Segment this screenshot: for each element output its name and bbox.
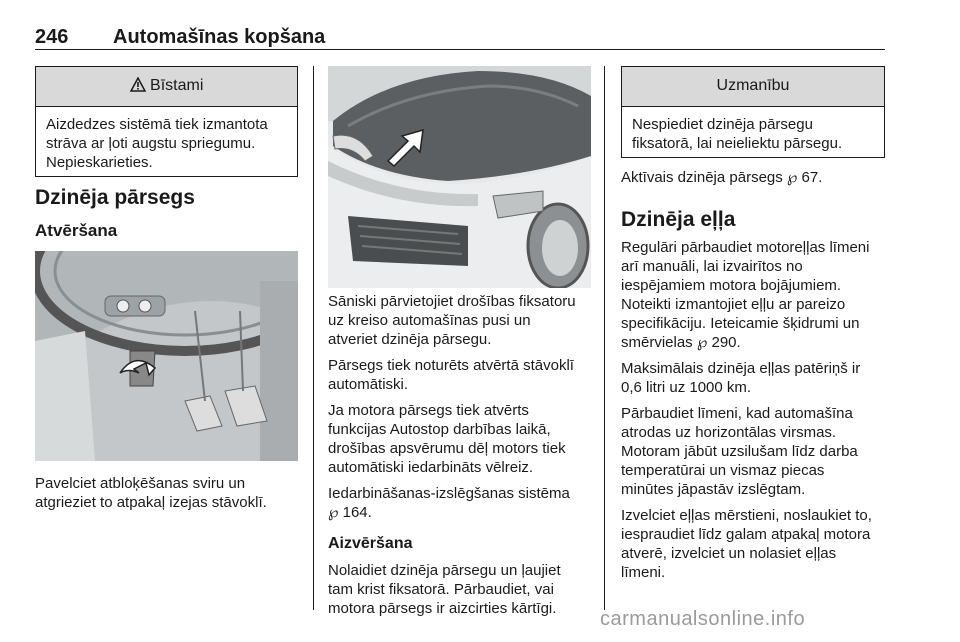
page-reference-line[interactable]: smērvielas ℘ 290. [621,334,741,351]
subheading-closing: Aizvēršana [328,535,413,552]
paragraph [621,359,901,397]
col3-body [621,238,901,582]
text-line: fiksatorā, lai neieliektu pārsegu. [632,135,843,152]
text-line: temperatūrai un vismaz piecas [621,462,825,479]
text-line: minūtes jāpastāv izslēgtam. [621,481,806,498]
paragraph [621,506,901,582]
text-line: 0,6 litri uz 1000 km. [621,379,752,396]
column-divider-1 [313,66,314,610]
paragraph [621,238,901,352]
text-line: Nepieskarieties. [46,154,153,171]
text-line: Pārbaudiet līmeni, kad automašīna [621,405,853,422]
chapter-title: Automašīnas kopšana [113,26,326,48]
caution-box [621,66,885,158]
paragraph [328,484,598,522]
text-line: Ja motora pārsegs tiek atvērts [328,402,529,419]
text-line: atverē, izvelciet un nolasiet eļļas [621,545,837,562]
text-line: drošības apsvērumu dēļ motors tiek [328,440,566,457]
text-line: Iedarbināšanas-izslēgšanas sistēma [328,485,570,502]
text-line: automātiski iedarbināts vēlreiz. [328,459,534,476]
text-line: līmeni. [621,564,666,581]
page-number: 246 [35,26,69,48]
header-rule [35,49,885,50]
paragraph [328,561,598,618]
text-line: automātiski. [328,376,409,393]
caution-box-text [622,107,884,161]
paragraph [328,356,598,394]
danger-box [35,66,298,177]
text-line: specifikāciju. Ieteicamie šķidrumi un [621,315,860,332]
text-line: Pārsegs tiek noturēts atvērtā stāvoklī [328,357,574,374]
text-line: motora pārsegs ir aizcirties kārtīgi. [328,600,557,617]
danger-box-text [36,107,297,180]
text-line: atrodas uz horizontālas virsmas. [621,424,837,441]
paragraph [328,292,598,349]
col2-body [328,292,598,618]
car-hood-illustration [328,66,591,288]
text-line: Maksimālais dzinēja eļļas patēriņš ir [621,360,861,377]
text-line: uz kreiso automašīnas pusi un [328,312,531,329]
hood-release-lever-illustration [35,251,298,461]
text-line: Noteikti izmantojiet eļļu ar pareizo [621,296,846,313]
subheading-opening: Atvēršana [35,221,118,240]
text-line: Nolaidiet dzinēja pārsegu un ļaujiet [328,562,561,579]
text-line: iespraudiet līdz galam atpakaļ motora [621,526,871,543]
caption-open [35,474,267,512]
warning-triangle-icon [130,77,150,94]
text-line: Nespiediet dzinēja pārsegu [632,116,813,133]
text-line: Pavelciet atbloķēšanas sviru un [35,475,246,492]
text-line: atgrieziet to atpakaļ izejas stāvoklī. [35,494,267,511]
text-line: arī manuāli, lai izvairītos no [621,258,803,275]
text-line: Izvelciet eļļas mērstieni, noslaukiet to, [621,507,872,524]
text-line: iespējamiem motora bojājumiem. [621,277,842,294]
text-line: Regulāri pārbaudiet motoreļļas līmeni [621,239,870,256]
active-hood-reference[interactable]: Aktīvais dzinēja pārsegs ℘ 67. [621,169,823,186]
text-line: atveriet dzinēja pārsegu. [328,331,492,348]
text-line: funkcijas Autostop darbības laikā, [328,421,551,438]
danger-box-header [36,67,297,107]
caution-box-heading: Uzmanību [622,67,884,107]
watermark: carmanualsonline.info [600,608,806,630]
text-line: strāva ar ļoti augstu spriegumu. [46,135,256,152]
text-line: Motoram jābūt uzsilušam līdz darba [621,443,858,460]
column-divider-2 [604,66,605,610]
paragraph [328,401,598,477]
text-line: Aizdedzes sistēmā tiek izmantota [46,116,268,133]
section-heading-engine-oil: Dzinēja eļļa [621,208,736,231]
danger-box-heading: Bīstami [150,77,204,94]
section-heading-hood: Dzinēja pārsegs [35,186,195,209]
text-line: tam krist fiksatorā. Pārbaudiet, vai [328,581,554,598]
page-reference-link[interactable]: ℘ 164. [328,504,372,521]
text-line: Sāniski pārvietojiet drošības fiksatoru [328,293,576,310]
paragraph [621,404,901,499]
